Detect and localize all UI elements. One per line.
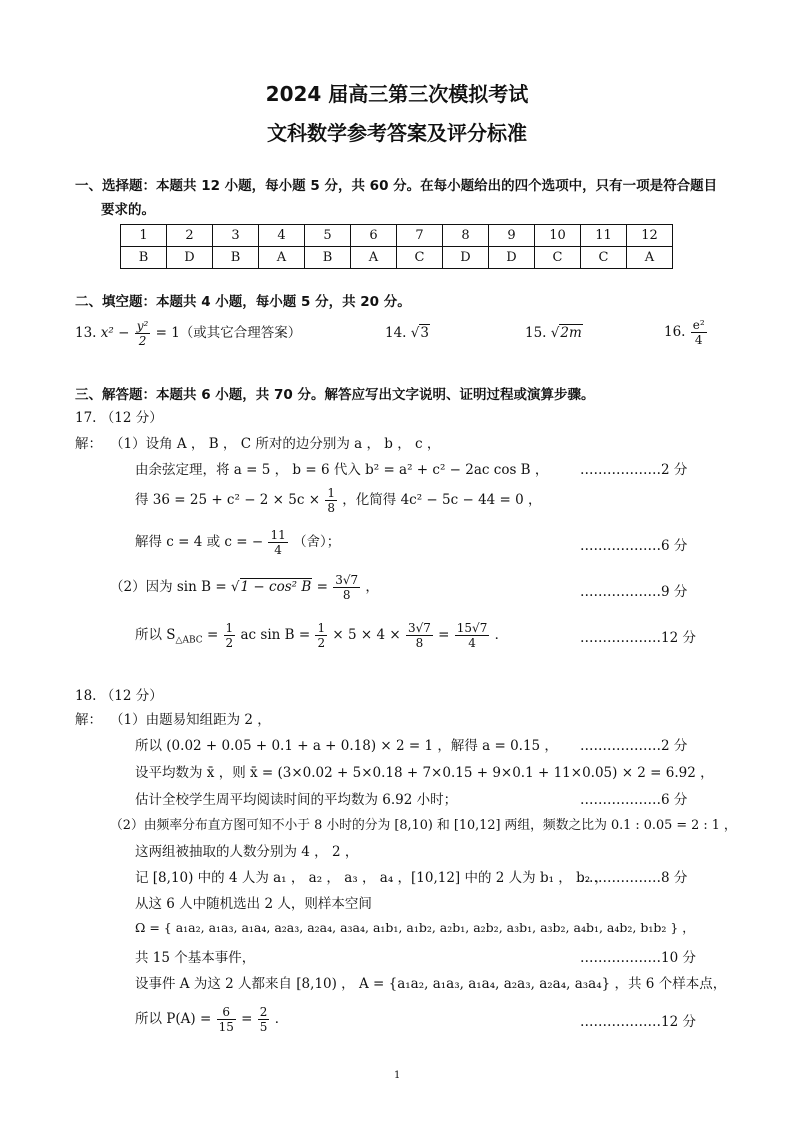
- q16-fraction: [691, 318, 707, 347]
- question-number: 8: [443, 225, 489, 247]
- q13-pre: x² −: [100, 325, 130, 341]
- q18-l12-n1: 6: [217, 1005, 236, 1020]
- section1-heading: 一、选择题：本题共 12 小题，每小题 5 分，共 60 分。在每小题给出的四个选项中，只有一项是符合题目: [75, 178, 718, 194]
- q17-l3-text2: ，化简得 4c² − 5c − 44 = 0 ，: [342, 492, 542, 508]
- q17-l3-text: 得 36 = 25 + c² − 2 × 5c ×: [135, 492, 321, 508]
- q17-l6-n1: 1: [225, 621, 234, 635]
- question-number: 7: [397, 225, 443, 247]
- q17-l6-mid2: × 5 × 4 ×: [332, 627, 401, 643]
- q17-line4: [135, 526, 340, 558]
- answer-cell: D: [489, 247, 535, 269]
- page-subtitle: 文科数学参考答案及评分标准: [267, 121, 527, 145]
- q17-l6-d3: 8: [415, 636, 424, 650]
- q15-label: 15.: [525, 325, 547, 341]
- q17-l3-num: 1: [327, 486, 335, 500]
- q17-l5-eq: =: [316, 579, 328, 595]
- q16-label: 16.: [664, 324, 686, 340]
- q16-num: e²: [692, 318, 705, 332]
- q17-l6-frac1: [224, 621, 236, 650]
- q18-line7: 记 [8,10) 中的 4 人为 a₁ ， a₂ ， a₃ ， a₄ ，[10,12] 中的 2 人为 b₁ ， b₂ ，: [135, 870, 608, 886]
- q18-l12-frac2: [258, 1005, 270, 1034]
- question-number: 10: [535, 225, 581, 247]
- q17-line2: 由余弦定理，将 a = 5 ， b = 6 代入 b² = a² + c² − 2ac cos B ，: [135, 462, 549, 478]
- question-number: 6: [351, 225, 397, 247]
- answer-cell: A: [351, 247, 397, 269]
- section2-heading: 二、填空题：本题共 4 小题，每小题 5 分，共 20 分。: [75, 294, 411, 310]
- q17-l3-den: 8: [327, 501, 335, 515]
- answer-cell: B: [213, 247, 259, 269]
- q17-jie: 解：: [75, 436, 102, 452]
- q17-l5-den: 8: [342, 588, 351, 602]
- q13-num: y²: [136, 319, 149, 333]
- q17-score1: ………………2 分: [580, 462, 688, 478]
- q18-score4: ………………10 分: [580, 950, 696, 966]
- q18-l12-d2: 5: [259, 1020, 268, 1034]
- q18-line2: 所以 (0.02 + 0.05 + 0.1 + a + 0.18) × 2 = 1 ，解得 a = 0.15 ，: [135, 738, 558, 754]
- q18-l12-frac1: [217, 1005, 236, 1034]
- question-number: 1: [121, 225, 167, 247]
- q18-line12: [135, 1002, 288, 1036]
- question-number: 2: [167, 225, 213, 247]
- question-number: 11: [581, 225, 627, 247]
- q17-l6-eq: =: [206, 627, 219, 643]
- q18-line11: 设事件 A 为这 2 人都来自 [8,10) ， A = {a₁a₂, a₁a₃, a₁a₄, a₂a₃, a₂a₄, a₃a₄} ，共 6 个样本点，: [135, 976, 727, 992]
- question-number: 5: [305, 225, 351, 247]
- q13-post: = 1（或其它合理答案）: [155, 325, 302, 341]
- q18-score1: ………………2 分: [580, 738, 688, 754]
- q18-line10: 共 15 个基本事件，: [135, 950, 256, 966]
- page-title: 2024 届高三第三次模拟考试: [265, 82, 529, 106]
- answer-16: [664, 315, 708, 349]
- q17-l6-mid: ac sin B =: [240, 627, 311, 643]
- answer-cell: D: [167, 247, 213, 269]
- q17-l6-text: 所以 S: [135, 627, 176, 643]
- answer-table-numbers: [121, 225, 673, 247]
- q17-l4-fraction: [268, 528, 287, 557]
- q18-l12-eq: =: [241, 1011, 253, 1027]
- q17-score4: ………………12 分: [580, 630, 696, 646]
- q17-l3-fraction: [325, 486, 337, 515]
- q18-score5: ………………12 分: [580, 1014, 696, 1030]
- q17-line3: [135, 484, 542, 516]
- q18-jie: 解：: [75, 712, 102, 728]
- answer-cell: C: [397, 247, 443, 269]
- q17-line1: （1）设角 A ， B ， C 所对的边分别为 a ， b ， c ，: [110, 436, 441, 452]
- question-number: 4: [259, 225, 305, 247]
- q13-fraction: [135, 319, 151, 348]
- q18-score3: ………………8 分: [580, 870, 688, 886]
- q18-l12-d1: 15: [218, 1020, 234, 1034]
- q18-line4: 估计全校学生周平均阅读时间的平均数为 6.92 小时；: [135, 792, 458, 808]
- answer-cell: B: [305, 247, 351, 269]
- answer-cell: D: [443, 247, 489, 269]
- q17-l5-text2: ，: [365, 579, 379, 595]
- q18-line5: （2）由频率分布直方图可知不小于 8 小时的分为 [8,10) 和 [10,12] 两组，频数之比为 0.1 : 0.05 = 2 : 1 ，: [110, 818, 737, 833]
- q17-l6-d2: 2: [317, 636, 326, 650]
- q17-score2: ………………6 分: [580, 538, 688, 554]
- q18-line1: （1）由题易知组距为 2 ，: [110, 712, 271, 728]
- answer-cell: A: [259, 247, 305, 269]
- q18-line6: 这两组被抽取的人数分别为 4 ， 2 ，: [135, 844, 359, 860]
- section3-heading: 三、解答题：本题共 6 小题，共 70 分。解答应写出文字说明、证明过程或演算步骤。: [75, 387, 595, 403]
- q17-l6-eq2: =: [438, 627, 450, 643]
- answer-15: 15. √2m: [525, 325, 582, 341]
- answer-13: [75, 318, 301, 348]
- q17-l6-frac3: [406, 621, 433, 650]
- question-number: 12: [627, 225, 673, 247]
- q16-den: 4: [694, 333, 703, 347]
- q17-l5-text: （2）因为 sin B =: [110, 579, 227, 595]
- answer-cell: C: [535, 247, 581, 269]
- q17-score3: ………………9 分: [580, 584, 688, 600]
- page-number: 1: [394, 1070, 401, 1081]
- section1-heading-cont: 要求的。: [101, 202, 155, 218]
- question-number: 9: [489, 225, 535, 247]
- q14-label: 14.: [385, 325, 407, 341]
- q17-l4-den: 4: [274, 543, 282, 557]
- q17-l4-num: 11: [270, 528, 286, 542]
- q18-l12-n2: 2: [259, 1005, 268, 1019]
- q17-l6-d1: 2: [225, 636, 234, 650]
- q17-l6-n4: 15√7: [456, 621, 488, 635]
- answer-cell: B: [121, 247, 167, 269]
- q17-line6: [135, 618, 508, 658]
- q15-radicand: 2m: [560, 325, 582, 341]
- q17-l6-sub: △ABC: [175, 635, 203, 646]
- q14-radicand: 3: [420, 325, 429, 341]
- answer-cell: A: [627, 247, 673, 269]
- q17-l5-fraction: [333, 573, 360, 602]
- answer-table-answers: [121, 247, 673, 269]
- q18-l12-text: 所以 P(A) =: [135, 1011, 212, 1027]
- q18-l12-end: ．: [274, 1011, 289, 1027]
- q17-l6-end: ．: [494, 627, 509, 643]
- answer-table: [120, 224, 673, 269]
- q18-line3: 设平均数为 x̄ ，则 x̄ = (3×0.02 + 5×0.18 + 7×0.15 + 9×0.1 + 11×0.05) × 2 = 6.92 ，: [135, 765, 714, 781]
- q17-l6-frac4: [455, 621, 490, 650]
- q17-label: 17. （12 分）: [75, 410, 163, 426]
- q13-den: 2: [138, 334, 147, 348]
- q17-l6-n2: 1: [317, 621, 326, 635]
- q17-l5-num: 3√7: [335, 573, 359, 587]
- answer-14: 14. √3: [385, 325, 429, 341]
- q13-label: 13.: [75, 325, 97, 341]
- q18-line8: 从这 6 人中随机选出 2 人，则样本空间: [135, 896, 372, 912]
- q17-l6-n3: 3√7: [407, 621, 431, 635]
- q17-l5-radicand: 1 − cos² B: [240, 579, 312, 595]
- q17-l4-text2: （舍）；: [293, 534, 341, 550]
- q18-line9: Ω = { a₁a₂, a₁a₃, a₁a₄, a₂a₃, a₂a₄, a₃a₄, a₁b₁, a₁b₂, a₂b₁, a₂b₂, a₃b₁, a₃b₂, a₄b₁, a₄b₂, b₁b₂ } ，: [135, 920, 695, 935]
- answer-cell: C: [581, 247, 627, 269]
- q17-l4-text: 解得 c = 4 或 c = −: [135, 534, 264, 550]
- question-number: 3: [213, 225, 259, 247]
- q17-l6-frac2: [315, 621, 327, 650]
- q17-line5: （2）因为 sin B = √1 − cos² B = $\frac{3√7}{8}$ ，: [110, 573, 379, 602]
- q17-l6-d4: 4: [468, 636, 476, 650]
- q18-label: 18. （12 分）: [75, 688, 163, 704]
- q18-score2: ………………6 分: [580, 792, 688, 808]
